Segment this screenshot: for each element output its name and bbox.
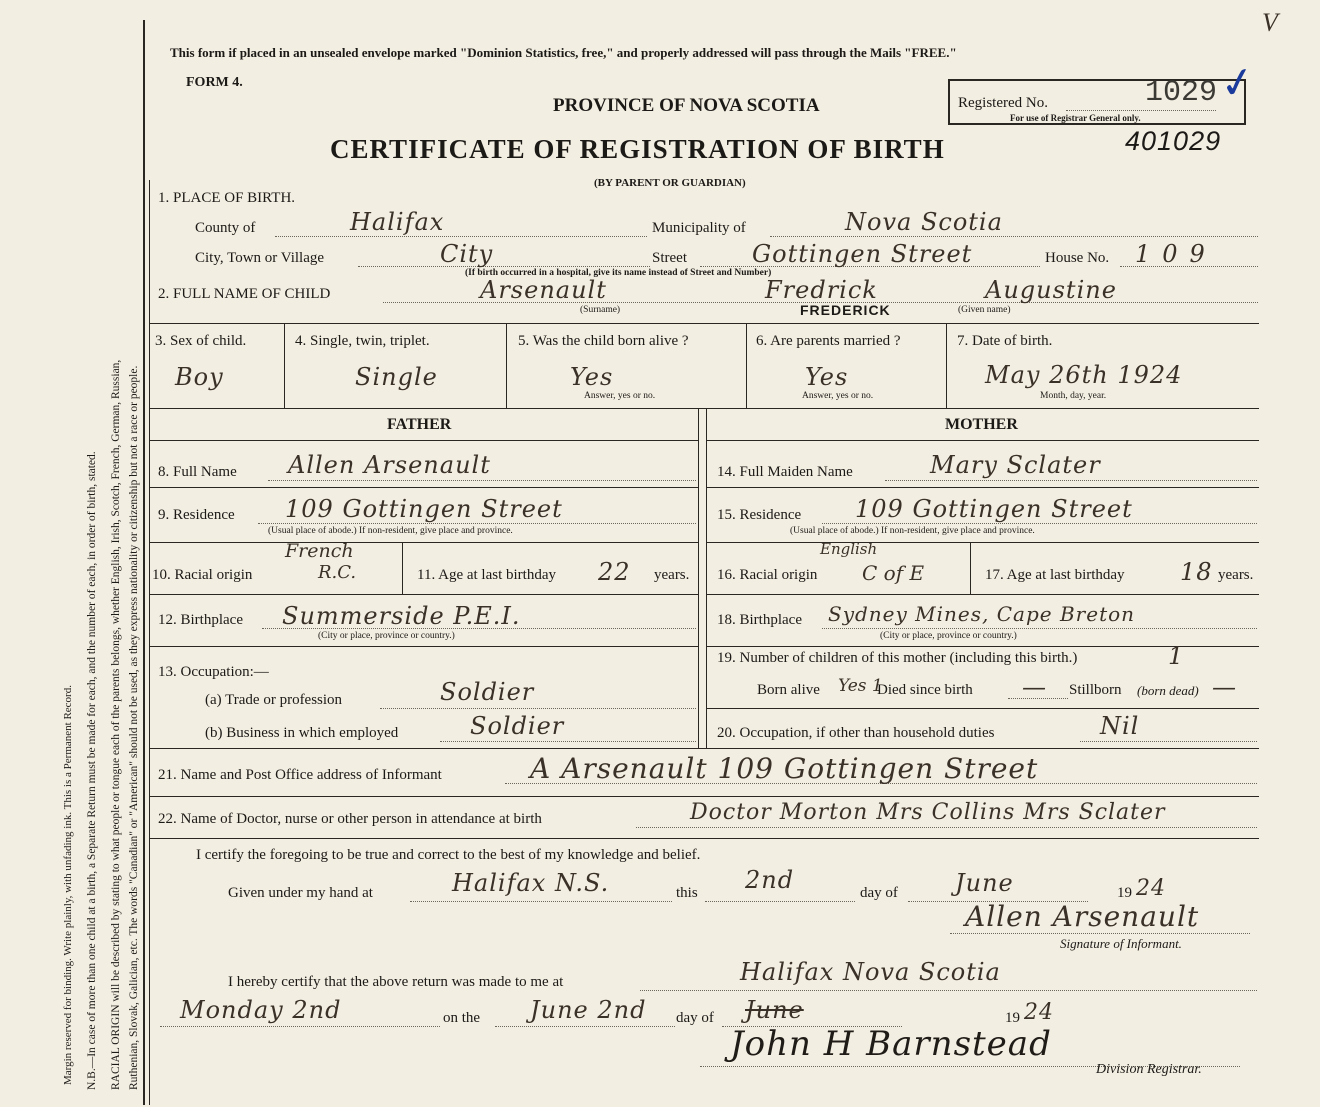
stillborn-note: (born dead)	[1137, 683, 1199, 698]
dob-label: 7. Date of birth.	[957, 333, 1053, 349]
mother-birthplace-label: 18. Birthplace	[717, 612, 802, 628]
died-since-birth-value: —	[1022, 673, 1047, 701]
child-given-name: Fredrick	[765, 276, 878, 304]
hospital-note: (If birth occurred in a hospital, give its name instead of Street and Number)	[465, 268, 772, 278]
registrar-signature: John H Barnstead	[730, 1024, 1052, 1064]
father-trade-label: (a) Trade or profession	[205, 692, 343, 708]
father-business-value: Soldier	[470, 712, 565, 740]
mother-racial-value-2: C of E	[862, 561, 925, 585]
street-label: Street	[652, 250, 687, 266]
form-inner-border	[149, 180, 150, 1105]
attendant-label: 22. Name of Doctor, nurse or other person in attendance at birth	[158, 811, 542, 827]
dob-caption: Month, day, year.	[1040, 391, 1107, 401]
registration-month-value: June	[745, 996, 804, 1024]
child-name-label: 2. FULL NAME OF CHILD	[158, 286, 331, 302]
mother-occupation-label: 20. Occupation, if other than household duties	[717, 725, 995, 741]
mother-heading: MOTHER	[945, 416, 1018, 433]
father-birthplace-value: Summerside P.E.I.	[282, 602, 521, 630]
on-the-label: on the	[443, 1010, 481, 1026]
registrar-place: Halifax Nova Scotia	[740, 958, 1001, 986]
plurality-label: 4. Single, twin, triplet.	[295, 333, 430, 349]
form-number: FORM 4.	[186, 75, 243, 90]
given-year-value: 24	[1136, 876, 1166, 901]
informant-signature: Allen Arsenault	[965, 900, 1200, 933]
certification-statement: I certify the foregoing to be true and correct to the best of my knowledge and belief.	[196, 847, 701, 863]
father-business-label: (b) Business in which employed	[205, 725, 399, 741]
municipality-value: Nova Scotia	[845, 208, 1003, 236]
mother-birthplace-caption: (City or place, province or country.)	[880, 631, 1017, 641]
given-day-of-label: day of	[860, 885, 898, 901]
given-name-caption: (Given name)	[958, 305, 1011, 315]
mother-children-value: 1	[1168, 642, 1185, 670]
died-since-birth-label: Died since birth	[877, 682, 973, 698]
surname-caption: (Surname)	[580, 305, 621, 315]
born-alive-value: Yes	[570, 363, 614, 391]
father-trade-value: Soldier	[440, 678, 535, 706]
registration-year-value: 24	[1024, 1000, 1054, 1025]
registrar-caption: Division Registrar.	[1096, 1062, 1202, 1077]
form-left-border	[143, 20, 145, 1105]
margin-note-binding: Margin reserved for binding. Write plainly, with unfading ink. This is a Permanent Record.	[62, 685, 74, 1085]
house-number-label: House No.	[1045, 250, 1110, 266]
mother-residence-label: 15. Residence	[717, 507, 802, 523]
registered-note: For use of Registrar General only.	[1010, 113, 1141, 123]
stillborn-label: Stillborn	[1069, 682, 1122, 698]
father-heading: FATHER	[387, 416, 452, 433]
mother-age-years: years.	[1218, 567, 1254, 583]
given-name-correction: FREDERICK	[800, 302, 891, 318]
informant-signature-caption: Signature of Informant.	[1060, 936, 1182, 951]
given-place-value: Halifax N.S.	[452, 869, 610, 897]
certificate-title: CERTIFICATE OF REGISTRATION OF BIRTH	[330, 134, 945, 164]
mother-birthplace-value: Sydney Mines, Cape Breton	[828, 602, 1136, 626]
registered-number: 1029	[1145, 76, 1218, 110]
given-day-value: 2nd	[745, 866, 795, 894]
sex-value: Boy	[175, 363, 224, 391]
mother-residence-value: 109 Gottingen Street	[855, 495, 1133, 523]
father-age-label: 11. Age at last birthday	[417, 567, 556, 583]
mother-name-value: Mary Sclater	[930, 451, 1101, 479]
registrar-statement: I hereby certify that the above return was made to me at	[228, 974, 564, 990]
father-residence-caption: (Usual place of abode.) If non-resident, give place and province.	[268, 526, 513, 536]
mother-residence-caption: (Usual place of abode.) If non-resident, give place and province.	[790, 526, 1035, 536]
county-label: County of	[195, 220, 256, 236]
registration-weekday: Monday 2nd	[180, 996, 342, 1024]
given-month-value: June	[955, 869, 1014, 897]
born-alive-count-label: Born alive	[757, 682, 820, 698]
attendant-value: Doctor Morton Mrs Collins Mrs Sclater	[690, 800, 1166, 825]
father-racial-value-2: R.C.	[318, 562, 357, 583]
margin-note-nationality: Ruthenian, Slovak, Galician, etc. The words "Canadian" or "American" should not be used, as they express nationality or citizenship but not a race or people.	[128, 365, 140, 1090]
father-birthplace-label: 12. Birthplace	[158, 612, 243, 628]
born-alive-count-value: Yes 1	[838, 676, 883, 696]
father-occupation-label: 13. Occupation:—	[158, 664, 269, 680]
born-alive-caption: Answer, yes or no.	[584, 391, 656, 401]
city-value: City	[440, 240, 494, 268]
this-label: this	[676, 885, 698, 901]
father-residence-label: 9. Residence	[158, 507, 235, 523]
mother-occupation-value: Nil	[1100, 712, 1140, 740]
registration-day-of-label: day of	[676, 1010, 714, 1026]
corner-mark: V	[1262, 8, 1278, 37]
mother-racial-value: English	[820, 540, 878, 558]
informant-value: A Arsenault 109 Gottingen Street	[530, 752, 1039, 785]
informant-label: 21. Name and Post Office address of Informant	[158, 767, 442, 783]
mother-age-value: 18	[1180, 558, 1213, 586]
stamped-number: 401029	[1125, 126, 1222, 156]
certificate-subtitle: (BY PARENT OR GUARDIAN)	[594, 177, 746, 189]
street-value: Gottingen Street	[752, 240, 973, 268]
city-label: City, Town or Village	[195, 250, 325, 266]
plurality-value: Single	[355, 363, 438, 391]
child-surname: Arsenault	[480, 276, 607, 304]
dob-value: May 26th 1924	[985, 361, 1183, 389]
parents-married-value: Yes	[805, 363, 849, 391]
child-middle-name: Augustine	[985, 276, 1117, 304]
margin-note-racial-origin: RACIAL ORIGIN will be described by stating to what people or tongue each of the parents belongs, whether English, Irish, Scotch, French, German, Russian,	[110, 359, 122, 1090]
county-value: Halifax	[350, 208, 445, 236]
mother-children-label: 19. Number of children of this mother (including this birth.)	[717, 650, 1078, 666]
father-racial-value: French	[285, 540, 354, 562]
margin-note-multiple-births: N.B.—In case of more than one child at a birth, a Separate Return must be made for each, and the number of each, in order of birth, stated.	[86, 451, 98, 1090]
province-heading: PROVINCE OF NOVA SCOTIA	[553, 95, 820, 116]
check-mark: ✓	[1216, 55, 1260, 110]
given-year-prefix: 19	[1117, 885, 1132, 901]
sex-label: 3. Sex of child.	[155, 333, 247, 349]
mother-name-label: 14. Full Maiden Name	[717, 464, 853, 480]
municipality-label: Municipality of	[652, 220, 746, 236]
father-birthplace-caption: (City or place, province or country.)	[318, 631, 455, 641]
given-at-label: Given under my hand at	[228, 885, 373, 901]
stillborn-value: —	[1212, 673, 1237, 701]
registration-year-prefix: 19	[1005, 1010, 1020, 1026]
mother-age-label: 17. Age at last birthday	[985, 567, 1125, 583]
father-age-years: years.	[654, 567, 690, 583]
father-racial-label: 10. Racial origin	[152, 567, 253, 583]
father-name-value: Allen Arsenault	[288, 451, 491, 479]
mother-racial-label: 16. Racial origin	[717, 567, 818, 583]
postal-notice: This form if placed in an unsealed envelope marked "Dominion Statistics, free," and properly addressed will pass through the Mails "FREE."	[170, 45, 957, 60]
born-alive-label: 5. Was the child born alive ?	[518, 333, 689, 349]
father-name-label: 8. Full Name	[158, 464, 237, 480]
registered-label: Registered No.	[958, 95, 1048, 111]
father-residence-value: 109 Gottingen Street	[285, 495, 563, 523]
father-age-value: 22	[598, 558, 631, 586]
parents-married-label: 6. Are parents married ?	[756, 333, 901, 349]
house-number-value: 109	[1135, 240, 1217, 268]
place-of-birth-heading: 1. PLACE OF BIRTH.	[158, 190, 296, 206]
parents-married-caption: Answer, yes or no.	[802, 391, 874, 401]
registration-day-value: June 2nd	[530, 996, 647, 1024]
